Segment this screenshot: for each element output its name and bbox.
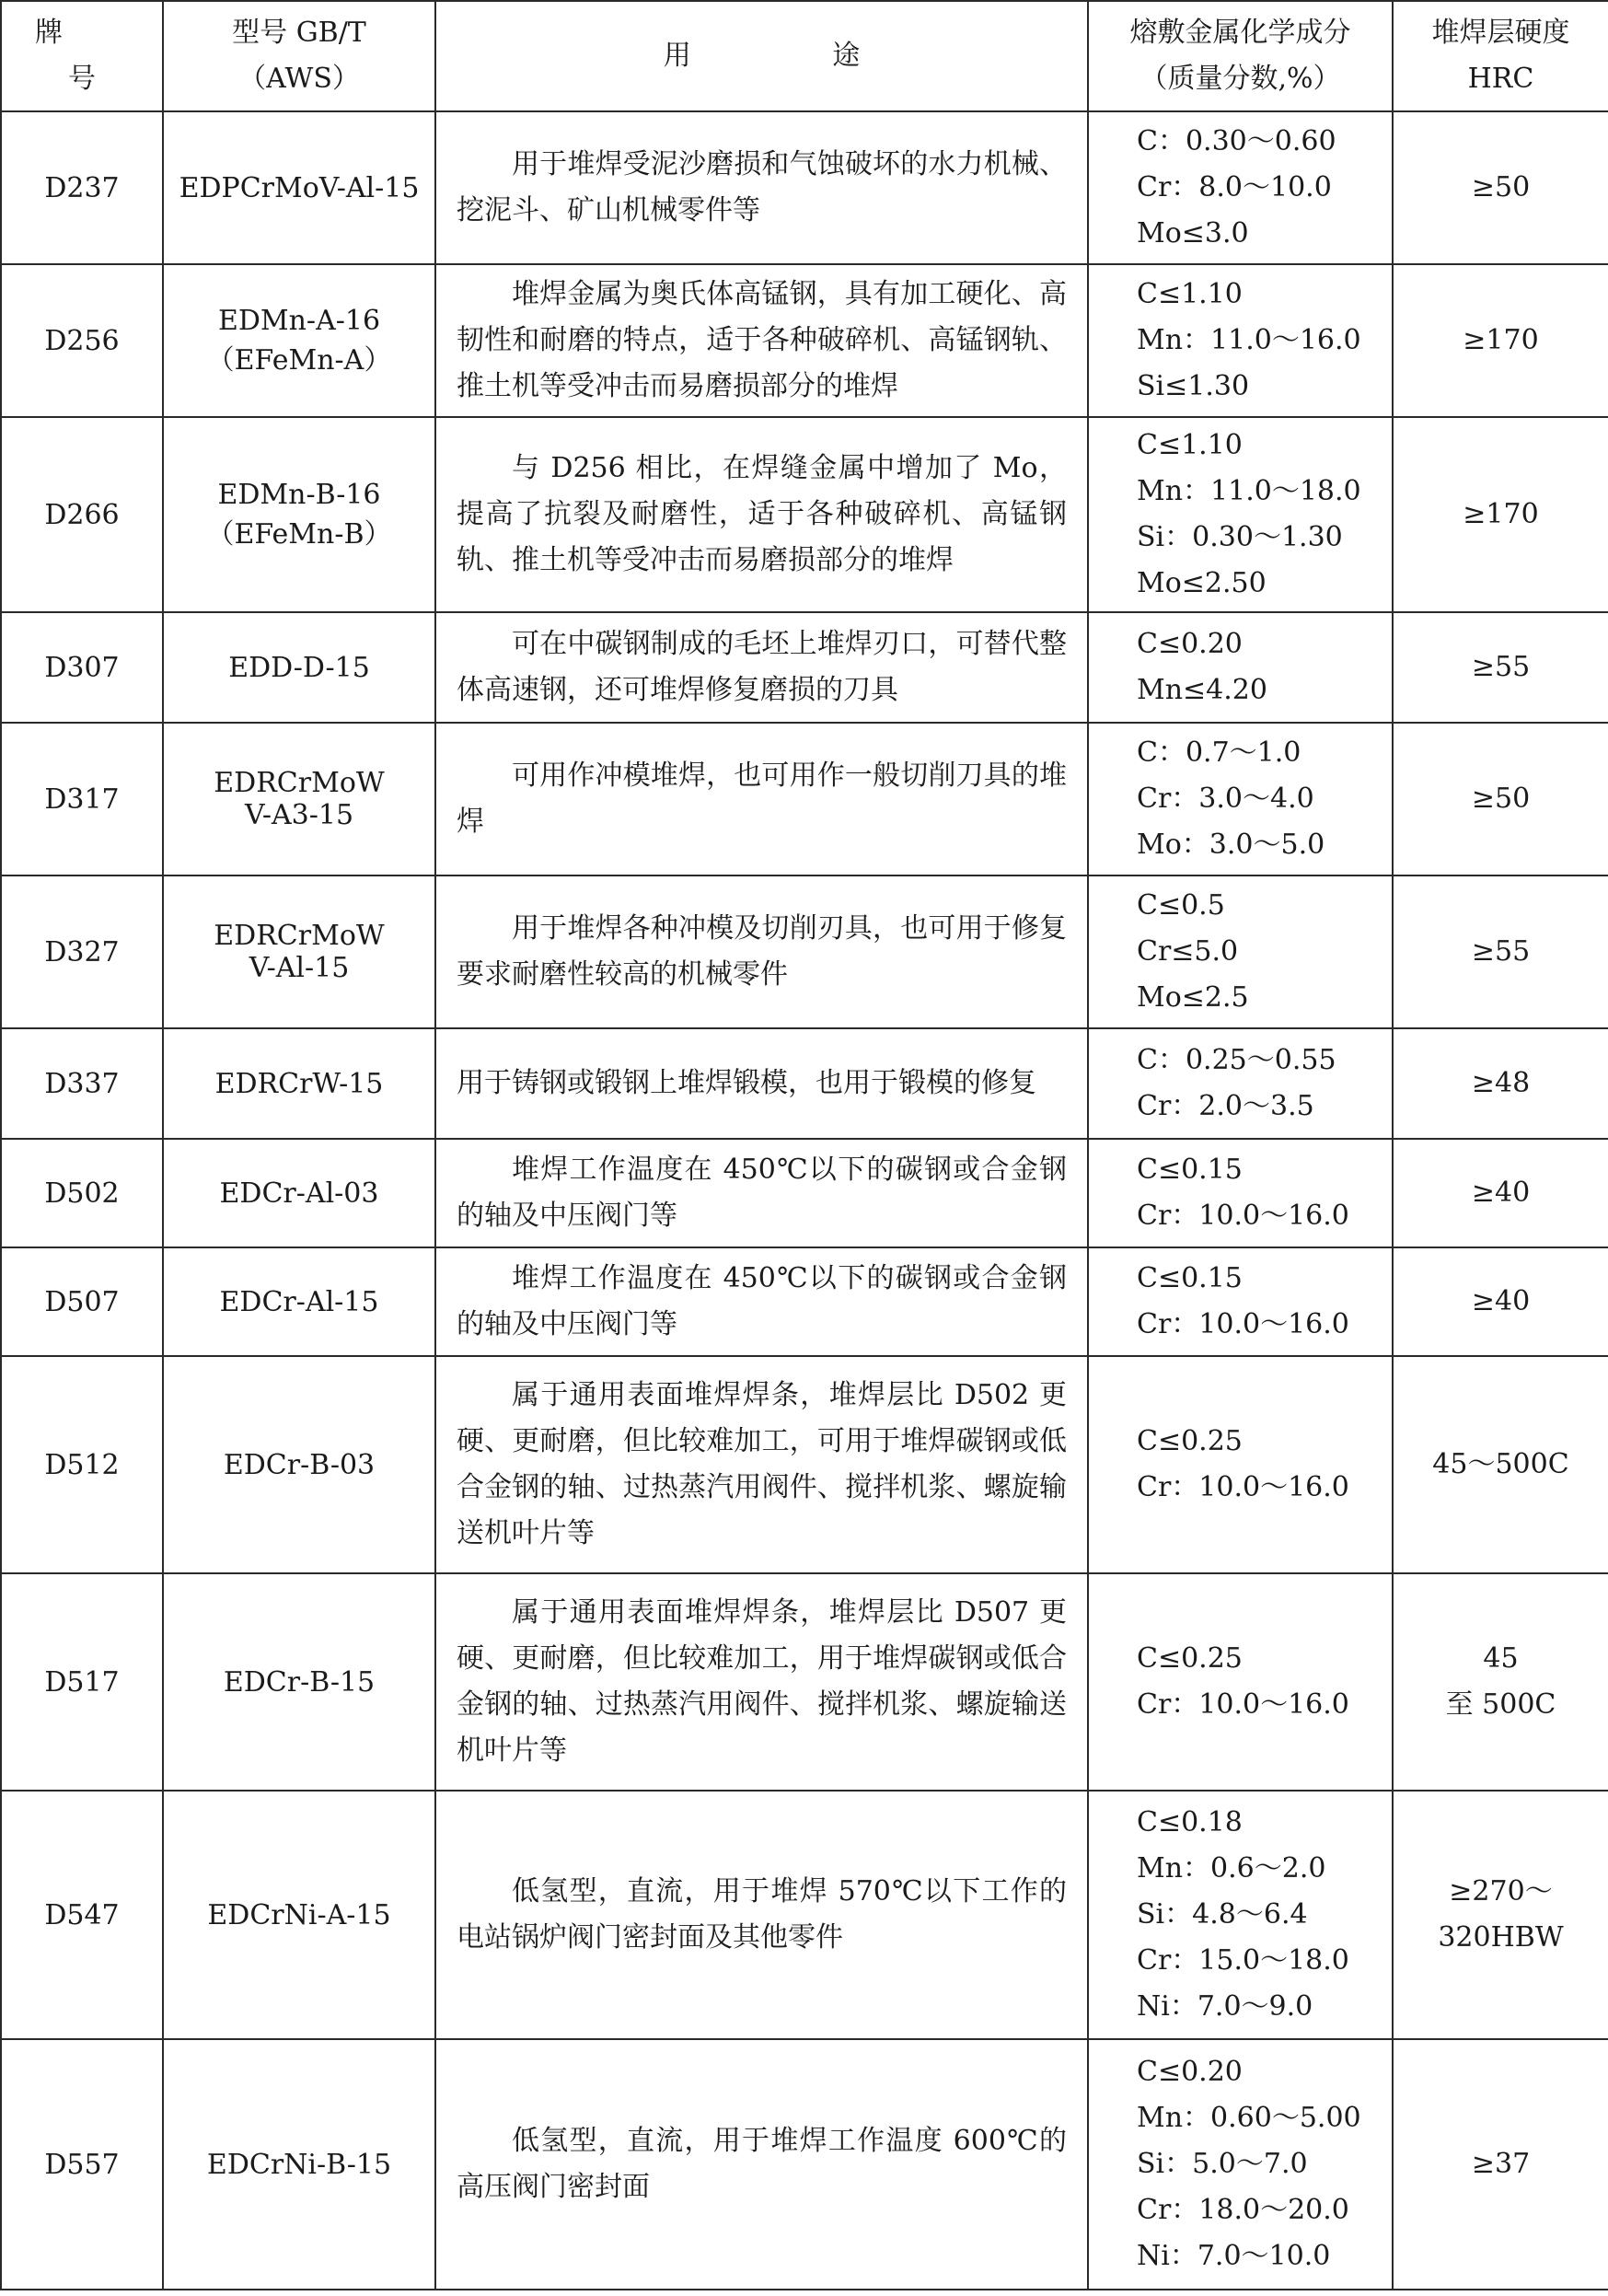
model-cell	[163, 1356, 435, 1573]
composition-line: Mo≤2.5	[1137, 981, 1249, 1014]
usage-cell	[435, 1356, 1088, 1573]
usage-cell	[435, 417, 1088, 612]
composition-line: C≤0.15	[1137, 1262, 1243, 1294]
header-composition: 熔敷金属化学成分 （质量分数,%）	[1088, 1, 1393, 111]
usage-text: 堆焊工作温度在 450℃以下的碳钢或合金钢的轴及中压阀门等	[457, 1262, 1067, 1340]
composition-line: C≤0.15	[1137, 1154, 1243, 1186]
usage-cell	[435, 723, 1088, 875]
usage-cell	[435, 1247, 1088, 1356]
composition-line: Mo≤3.0	[1137, 217, 1249, 249]
hardness-cell	[1393, 1356, 1608, 1573]
model-line: V-A3-15	[244, 799, 354, 831]
model-cell	[163, 1247, 435, 1356]
composition-line: Cr：10.0～16.0	[1137, 1688, 1349, 1721]
table-row	[1, 612, 1608, 723]
model-line: EDCr-B-15	[223, 1665, 376, 1699]
table-row	[1, 2039, 1608, 2290]
brand-cell: D337	[1, 1028, 163, 1139]
hardness-cell	[1393, 612, 1608, 723]
hardness-cell	[1393, 723, 1608, 875]
usage-text: 可用作冲模堆焊，也可用作一般切削刀具的堆焊	[457, 760, 1067, 838]
composition-cell	[1088, 1028, 1393, 1139]
header-model: 型号 GB/T （AWS）	[163, 1, 435, 111]
composition-cell	[1088, 875, 1393, 1028]
brand-cell: D512	[1, 1356, 163, 1573]
composition-line: Si：0.30～1.30	[1137, 521, 1343, 553]
usage-text: 与 D256 相比，在焊缝金属中增加了 Mo，提高了抗裂及耐磨性，适于各种破碎机、高锰钢轨、推土机等受冲击而易磨损部分的堆焊	[457, 452, 1067, 576]
composition-line: C≤0.20	[1137, 628, 1243, 660]
table-row	[1, 417, 1608, 612]
model-line: EDCr-Al-03	[219, 1177, 379, 1210]
hardness-line: 45～500C	[1432, 1448, 1569, 1480]
hardness-cell	[1393, 1028, 1608, 1139]
model-cell	[163, 1573, 435, 1791]
model-line: EDRCrMoW	[214, 767, 385, 799]
model-line: EDRCrW-15	[214, 1067, 384, 1100]
usage-text: 可在中碳钢制成的毛坯上堆焊刃口，可替代整体高速钢，还可堆焊修复磨损的刀具	[457, 628, 1067, 706]
composition-cell	[1088, 417, 1393, 612]
usage-cell	[435, 875, 1088, 1028]
model-line: EDCr-B-03	[223, 1448, 376, 1481]
brand-cell: D237	[1, 111, 163, 264]
header-row	[1, 1, 1608, 111]
hardness-line: 320HBW	[1438, 1921, 1564, 1954]
composition-line: Cr：8.0～10.0	[1137, 171, 1332, 203]
table-row	[1, 1573, 1608, 1791]
usage-text: 属于通用表面堆焊焊条，堆焊层比 D502 更硬、更耐磨，但比较难加工，可用于堆焊碳钢或低合金钢的轴、过热蒸汽用阀件、搅拌机浆、螺旋输送机叶片等	[457, 1379, 1067, 1549]
usage-cell	[435, 1573, 1088, 1791]
usage-cell	[435, 1139, 1088, 1247]
composition-line: C：0.30～0.60	[1137, 125, 1336, 157]
header-hardness: 堆焊层硬度 HRC	[1393, 1, 1608, 111]
usage-text: 堆焊金属为奥氏体高锰钢，具有加工硬化、高韧性和耐磨的特点，适于各种破碎机、高锰钢轨、推土机等受冲击而易磨损部分的堆焊	[457, 278, 1067, 402]
table-row	[1, 111, 1608, 264]
hardness-line: ≥170	[1463, 498, 1539, 530]
brand-cell: D317	[1, 723, 163, 875]
composition-line: C≤0.5	[1137, 889, 1225, 922]
hardness-line: ≥270～	[1449, 1875, 1553, 1908]
composition-line: C≤0.18	[1137, 1806, 1243, 1838]
composition-cell	[1088, 1356, 1393, 1573]
composition-line: C≤0.20	[1137, 2056, 1243, 2088]
model-line: EDCr-Al-15	[219, 1285, 379, 1318]
composition-cell	[1088, 264, 1393, 417]
hardness-line: ≥37	[1471, 2148, 1531, 2180]
usage-cell	[435, 1028, 1088, 1139]
hardness-cell	[1393, 417, 1608, 612]
composition-line: Mn：0.6～2.0	[1137, 1852, 1326, 1884]
composition-line: Cr：10.0～16.0	[1137, 1308, 1349, 1340]
composition-cell	[1088, 1247, 1393, 1356]
composition-line: Cr：15.0～18.0	[1137, 1944, 1349, 1977]
composition-cell	[1088, 1573, 1393, 1791]
model-cell	[163, 612, 435, 723]
composition-line: Mn：11.0～18.0	[1137, 475, 1361, 507]
composition-cell	[1088, 612, 1393, 723]
table-row	[1, 723, 1608, 875]
table-row	[1, 1791, 1608, 2039]
hardness-cell	[1393, 264, 1608, 417]
composition-line: Mn：0.60～5.00	[1137, 2102, 1361, 2134]
composition-line: C≤0.25	[1137, 1425, 1243, 1457]
composition-line: C：0.25～0.55	[1137, 1044, 1336, 1076]
usage-cell	[435, 2039, 1088, 2290]
model-line: （EFeMn-B）	[206, 517, 392, 551]
brand-cell: D256	[1, 264, 163, 417]
hardness-cell	[1393, 1139, 1608, 1247]
model-line: EDCrNi-B-15	[206, 2148, 392, 2181]
usage-cell	[435, 264, 1088, 417]
hardness-line: ≥50	[1471, 171, 1531, 203]
usage-text: 低氢型，直流，用于堆焊工作温度 600℃的高压阀门密封面	[457, 2125, 1067, 2203]
model-cell	[163, 1028, 435, 1139]
table-row	[1, 264, 1608, 417]
hardness-cell	[1393, 1247, 1608, 1356]
model-cell	[163, 723, 435, 875]
table-row	[1, 875, 1608, 1028]
brand-cell: D517	[1, 1573, 163, 1791]
hardness-cell	[1393, 2039, 1608, 2290]
composition-line: Cr≤5.0	[1137, 935, 1239, 968]
model-line: EDRCrMoW	[214, 920, 385, 952]
usage-text: 属于通用表面堆焊焊条，堆焊层比 D507 更硬、更耐磨，但比较难加工，用于堆焊碳钢或低合金钢的轴、过热蒸汽用阀件、搅拌机浆、螺旋输送机叶片等	[457, 1596, 1067, 1767]
usage-text: 堆焊工作温度在 450℃以下的碳钢或合金钢的轴及中压阀门等	[457, 1154, 1067, 1232]
hardness-cell	[1393, 875, 1608, 1028]
brand-cell: D502	[1, 1139, 163, 1247]
composition-line: Si：4.8～6.4	[1137, 1898, 1308, 1931]
composition-line: Cr：10.0～16.0	[1137, 1200, 1349, 1232]
hardness-line: ≥55	[1471, 935, 1531, 968]
model-cell	[163, 111, 435, 264]
table-body	[1, 111, 1608, 2290]
model-line: V-Al-15	[249, 952, 350, 984]
model-cell	[163, 417, 435, 612]
composition-line: Mo：3.0～5.0	[1137, 829, 1325, 861]
model-cell	[163, 1791, 435, 2039]
composition-line: Mn≤4.20	[1137, 674, 1267, 706]
composition-line: Cr：3.0～4.0	[1137, 783, 1314, 815]
model-cell	[163, 2039, 435, 2290]
usage-cell	[435, 612, 1088, 723]
table-row	[1, 1139, 1608, 1247]
hardness-cell	[1393, 1791, 1608, 2039]
brand-cell: D557	[1, 2039, 163, 2290]
composition-line: Mn：11.0～16.0	[1137, 324, 1361, 356]
brand-cell: D327	[1, 875, 163, 1028]
hardness-line: ≥50	[1471, 783, 1531, 815]
hardness-line: ≥40	[1471, 1285, 1531, 1317]
model-line: （EFeMn-A）	[206, 343, 392, 377]
model-line: EDPCrMoV-Al-15	[179, 171, 420, 204]
model-line: EDMn-B-16	[217, 478, 381, 511]
composition-line: Mo≤2.50	[1137, 567, 1267, 599]
composition-line: Cr：10.0～16.0	[1137, 1471, 1349, 1503]
brand-cell: D266	[1, 417, 163, 612]
header-usage: 用 途	[435, 1, 1088, 111]
composition-cell	[1088, 723, 1393, 875]
composition-line: Ni：7.0～10.0	[1137, 2240, 1331, 2272]
usage-cell	[435, 1791, 1088, 2039]
usage-text: 用于堆焊各种冲模及切削刃具，也可用于修复要求耐磨性较高的机械零件	[457, 912, 1067, 991]
composition-cell	[1088, 2039, 1393, 2290]
hardness-cell	[1393, 1573, 1608, 1791]
composition-line: Ni：7.0～9.0	[1137, 1990, 1313, 2023]
composition-cell	[1088, 1139, 1393, 1247]
brand-cell: D547	[1, 1791, 163, 2039]
usage-text: 用于堆焊受泥沙磨损和气蚀破坏的水力机械、挖泥斗、矿山机械零件等	[457, 148, 1067, 226]
header-brand: 牌 号	[1, 1, 163, 111]
hardness-cell	[1393, 111, 1608, 264]
composition-line: C：0.7～1.0	[1137, 736, 1301, 769]
composition-line: Si：5.0～7.0	[1137, 2148, 1308, 2180]
hardness-line: ≥48	[1471, 1067, 1531, 1099]
composition-line: C≤1.10	[1137, 429, 1243, 461]
table-row	[1, 1356, 1608, 1573]
model-line: EDD-D-15	[228, 651, 370, 684]
composition-cell	[1088, 1791, 1393, 2039]
usage-text: 用于铸钢或锻钢上堆焊锻模，也用于锻模的修复	[457, 1067, 1036, 1099]
brand-cell: D507	[1, 1247, 163, 1356]
model-line: EDMn-A-16	[217, 304, 381, 337]
model-cell	[163, 875, 435, 1028]
table-row	[1, 1247, 1608, 1356]
model-cell	[163, 1139, 435, 1247]
table-row	[1, 1028, 1608, 1139]
composition-cell	[1088, 111, 1393, 264]
brand-cell: D307	[1, 612, 163, 723]
hardness-line: ≥40	[1471, 1177, 1531, 1209]
hardness-line: ≥170	[1463, 324, 1539, 356]
model-cell	[163, 264, 435, 417]
model-line: EDCrNi-A-15	[207, 1898, 391, 1931]
composition-line: Cr：2.0～3.5	[1137, 1090, 1314, 1122]
composition-line: Cr：18.0～20.0	[1137, 2194, 1349, 2226]
composition-line: C≤1.10	[1137, 278, 1243, 310]
composition-line: C≤0.25	[1137, 1642, 1243, 1675]
hardness-line: ≥55	[1471, 651, 1531, 683]
hardness-line: 至 500C	[1445, 1688, 1556, 1721]
hardness-line: 45	[1483, 1642, 1519, 1675]
usage-text: 低氢型，直流，用于堆焊 570℃以下工作的电站锅炉阀门密封面及其他零件	[457, 1875, 1067, 1954]
composition-line: Si≤1.30	[1137, 370, 1250, 402]
usage-cell	[435, 111, 1088, 264]
